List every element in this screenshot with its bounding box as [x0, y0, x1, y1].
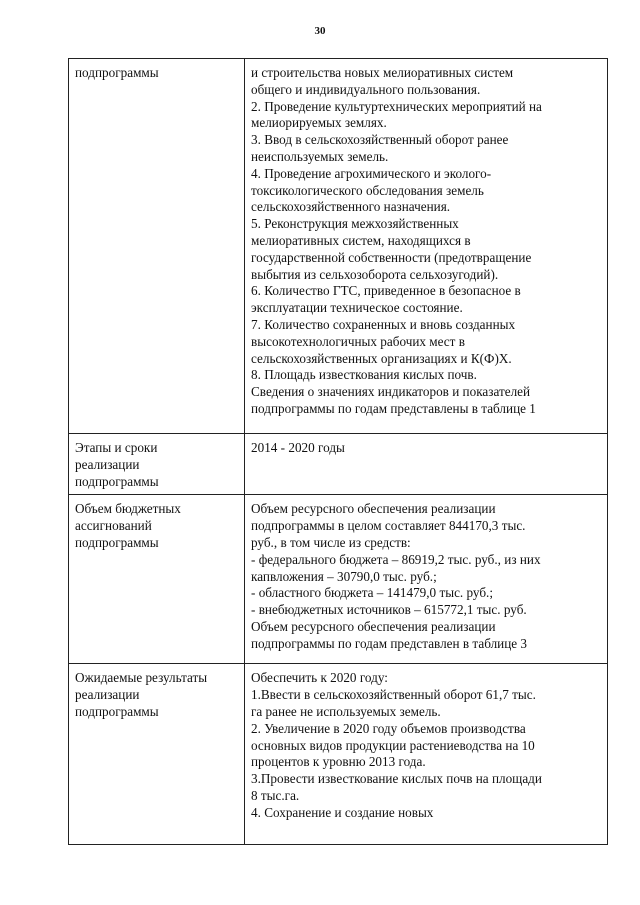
value-line: высокотехнологичных рабочих мест в — [251, 333, 465, 349]
value-line: 2. Увеличение в 2020 году объемов производства — [251, 720, 526, 736]
value-line: основных видов продукции растениеводства на 10 — [251, 737, 535, 753]
row-value — [245, 664, 608, 845]
page-number: 30 — [314, 25, 326, 37]
value-line: Объем ресурсного обеспечения реализации — [251, 501, 496, 517]
label-line: Этапы и сроки — [75, 440, 158, 455]
value-line: государственной собственности (предотвращение — [251, 249, 532, 265]
value-line: Сведения о значениях индикаторов и показателей — [251, 384, 531, 400]
value-line: 8. Площадь известкования кислых почв. — [251, 367, 477, 383]
value-line: мелиорируемых землях. — [251, 115, 387, 131]
value-line: 4. Сохранение и создание новых — [251, 804, 434, 820]
value-line: Объем ресурсного обеспечения реализации — [251, 618, 496, 634]
value-line: 4. Проведение агрохимического и эколого- — [251, 165, 492, 181]
value-line: подпрограммы по годам представлены в таблице 1 — [251, 400, 536, 416]
row-value — [245, 59, 608, 434]
value-line: неиспользуемых земель. — [251, 148, 389, 164]
value-line: - областного бюджета – 141479,0 тыс. руб.; — [251, 585, 494, 601]
label-line: подпрограммы — [75, 65, 159, 80]
label-line: реализации — [75, 687, 140, 703]
row-label — [69, 59, 245, 434]
value-line: 3.Провести известкование кислых почв на площади — [251, 771, 542, 787]
value-line: токсикологического обследования земель — [251, 182, 484, 198]
value-line: га ранее не используемых земель. — [251, 703, 441, 719]
value-line: сельскохозяйственных организациях и К(Ф)Х. — [251, 350, 512, 366]
value-line: и строительства новых мелиоративных систем — [251, 65, 514, 80]
value-line: 2. Проведение культуртехнических мероприятий на — [251, 98, 542, 114]
value-line: 6. Количество ГТС, приведенное в безопасное в — [251, 283, 521, 299]
row-label — [69, 495, 245, 664]
value-line: подпрограммы в целом составляет 844170,3 тыс. — [251, 518, 526, 534]
row-label — [69, 664, 245, 845]
label-line: Ожидаемые результаты — [75, 670, 208, 686]
row-label — [69, 434, 245, 495]
value-line: мелиоративных систем, находящихся в — [251, 232, 471, 248]
value-line: 7. Количество сохраненных и вновь созданных — [251, 316, 516, 332]
table-row — [69, 495, 608, 664]
label-line: Объем бюджетных — [75, 501, 181, 517]
table-row — [69, 59, 608, 434]
value-line: руб., в том числе из средств: — [251, 534, 411, 550]
row-value — [245, 434, 608, 495]
value-line: процентов к уровню 2013 года. — [251, 754, 426, 770]
value-line: подпрограммы по годам представлен в таблице 3 — [251, 635, 528, 651]
table-row — [69, 664, 608, 845]
table-row — [69, 434, 608, 495]
value-line: сельскохозяйственного назначения. — [251, 199, 451, 215]
label-line: подпрограммы — [75, 473, 159, 489]
label-line: реализации — [75, 456, 140, 472]
row-value — [245, 495, 608, 664]
value-line: общего и индивидуального пользования. — [251, 81, 481, 97]
value-line: 1.Ввести в сельскохозяйственный оборот 61,7 тыс. — [251, 687, 536, 703]
value-line: 3. Ввод в сельскохозяйственный оборот ранее — [251, 132, 509, 148]
label-line: подпрограммы — [75, 534, 159, 550]
value-line: 8 тыс.га. — [251, 787, 300, 803]
value-line: - внебюджетных источников – 615772,1 тыс. руб. — [251, 602, 527, 618]
label-line: подпрограммы — [75, 703, 159, 719]
value-line: выбытия из сельхозоборота сельхозугодий). — [251, 266, 499, 282]
value-line: капвложения – 30790,0 тыс. руб.; — [251, 568, 437, 584]
value-line: Обеспечить к 2020 году: — [251, 670, 388, 686]
value-line: 5. Реконструкция межхозяйственных — [251, 216, 459, 232]
value-line: эксплуатации техническое состояние. — [251, 300, 463, 316]
value-line: - федерального бюджета – 86919,2 тыс. руб., из них — [251, 551, 541, 567]
label-line: ассигнований — [75, 518, 152, 534]
subprogram-passport-table — [68, 58, 608, 845]
value-line: 2014 - 2020 годы — [251, 440, 345, 455]
